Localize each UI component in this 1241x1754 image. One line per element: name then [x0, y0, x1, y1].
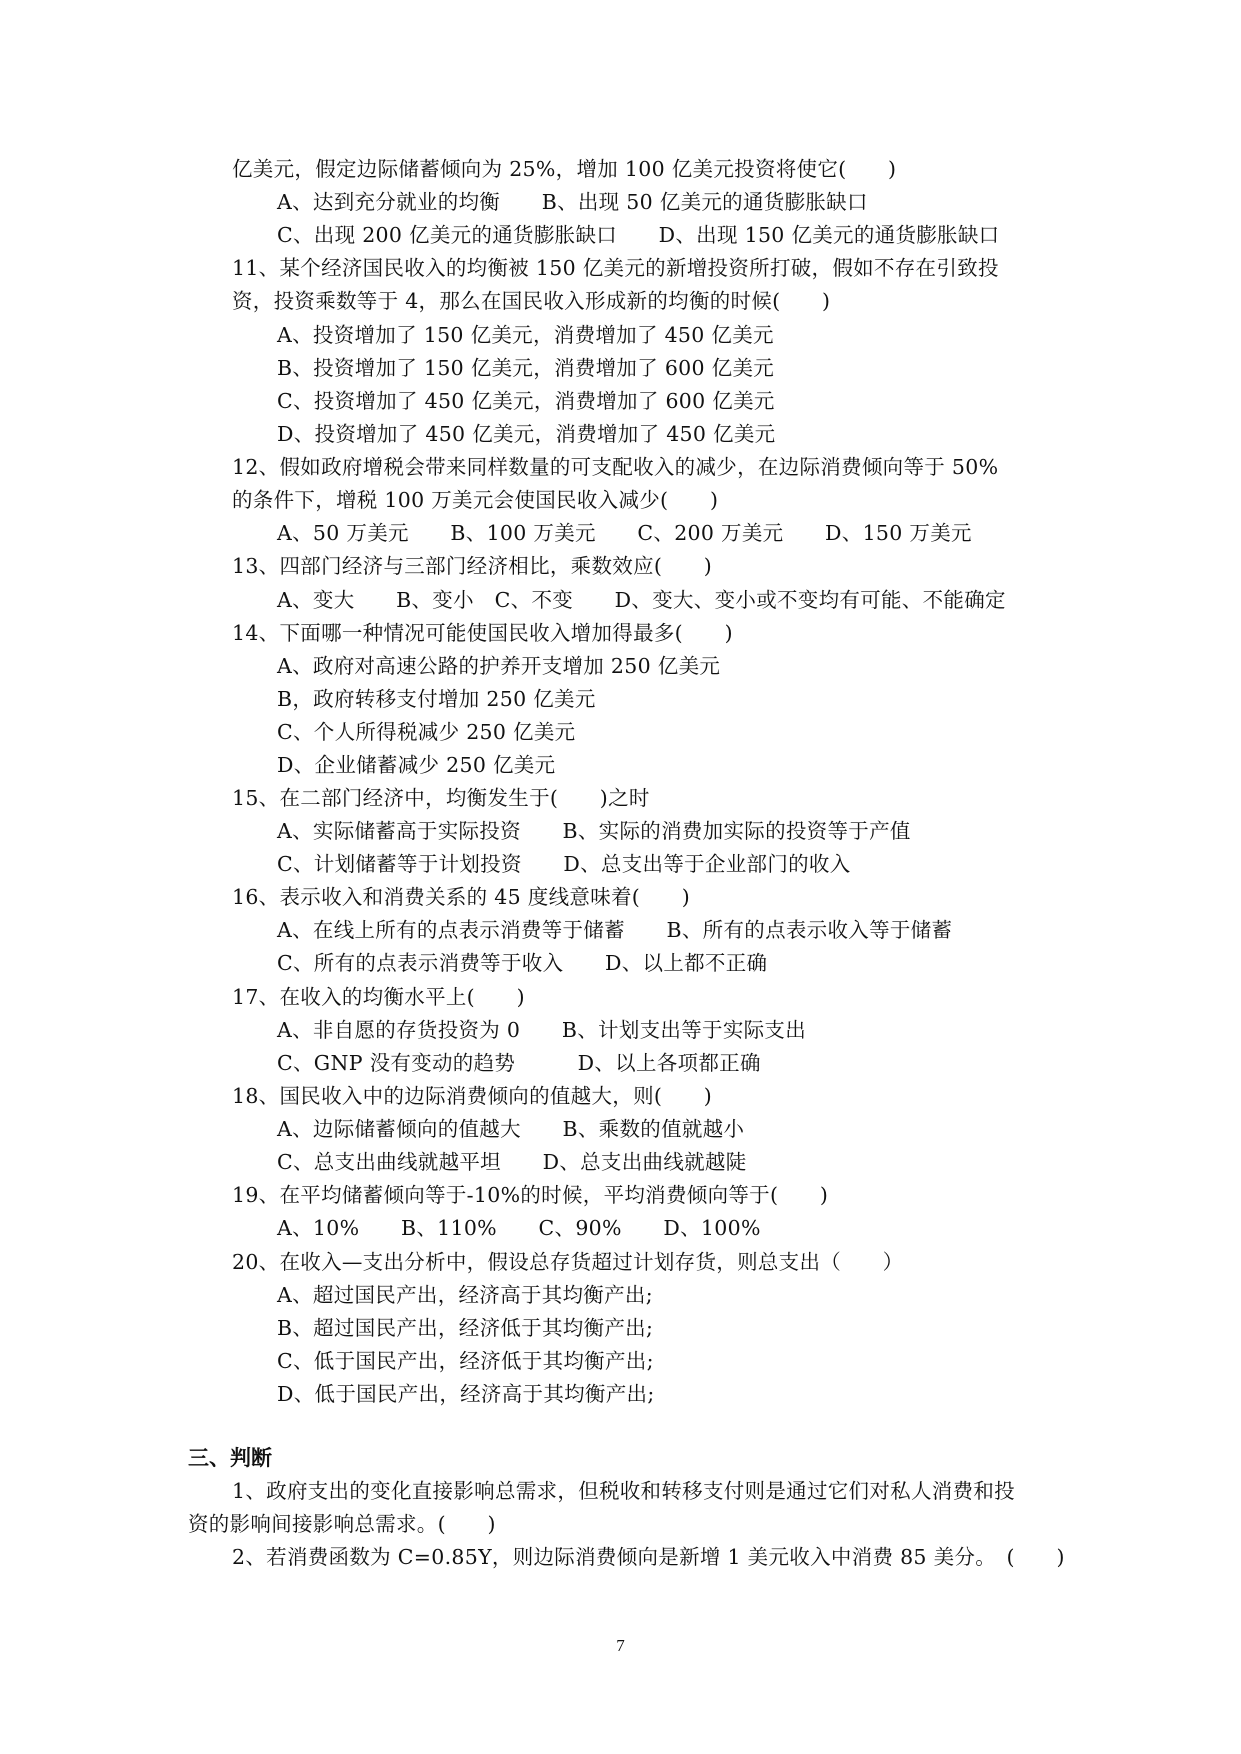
text-line: A、超过国民产出，经济高于其均衡产出;	[277, 1283, 653, 1307]
text-line: A、非自愿的存货投资为 0 B、计划支出等于实际支出	[277, 1018, 807, 1042]
judgement-line: 2、若消费函数为 C=0.85Y，则边际消费倾向是新增 1 美元收入中消费 85 美分。 ( )	[232, 1545, 1065, 1569]
section-title: 三、判断	[188, 1446, 272, 1470]
text-line: 19、在平均储蓄倾向等于-10%的时候，平均消费倾向等于( )	[232, 1183, 829, 1207]
text-line: 11、某个经济国民收入的均衡被 150 亿美元的新增投资所打破，假如不存在引致投	[232, 256, 999, 280]
text-line: C、总支出曲线就越平坦 D、总支出曲线就越陡	[277, 1150, 747, 1174]
text-line: C、出现 200 亿美元的通货膨胀缺口 D、出现 150 亿美元的通货膨胀缺口	[277, 223, 1000, 247]
text-line: 12、假如政府增税会带来同样数量的可支配收入的减少，在边际消费倾向等于 50%	[232, 455, 999, 479]
text-line: 18、国民收入中的边际消费倾向的值越大，则( )	[232, 1084, 713, 1108]
judgement-line: 资的影响间接影响总需求。( )	[188, 1512, 496, 1536]
text-line: 17、在收入的均衡水平上( )	[232, 985, 525, 1009]
text-line: A、10% B、110% C、90% D、100%	[277, 1216, 761, 1240]
text-line: A、实际储蓄高于实际投资 B、实际的消费加实际的投资等于产值	[277, 819, 911, 843]
text-line: A、变大 B、变小 C、不变 D、变大、变小或不变均有可能、不能确定	[277, 588, 1006, 612]
text-line: C、所有的点表示消费等于收入 D、以上都不正确	[277, 951, 768, 975]
judgement-line: 1、政府支出的变化直接影响总需求，但税收和转移支付则是通过它们对私人消费和投	[232, 1479, 1015, 1503]
text-line: 14、下面哪一种情况可能使国民收入增加得最多( )	[232, 621, 733, 645]
text-line: A、边际储蓄倾向的值越大 B、乘数的值就越小	[277, 1117, 745, 1141]
text-line: C、计划储蓄等于计划投资 D、总支出等于企业部门的收入	[277, 852, 851, 876]
text-line: B、投资增加了 150 亿美元，消费增加了 600 亿美元	[277, 356, 775, 380]
text-line: 的条件下，增税 100 万美元会使国民收入减少( )	[232, 488, 719, 512]
text-line: C、个人所得税减少 250 亿美元	[277, 720, 576, 744]
page-number: 7	[616, 1636, 625, 1655]
text-line: B、超过国民产出，经济低于其均衡产出;	[277, 1316, 654, 1340]
text-line: 13、四部门经济与三部门经济相比，乘数效应( )	[232, 554, 713, 578]
text-line: C、低于国民产出，经济低于其均衡产出;	[277, 1349, 654, 1373]
text-line: 16、表示收入和消费关系的 45 度线意味着( )	[232, 885, 690, 909]
text-line: D、投资增加了 450 亿美元，消费增加了 450 亿美元	[277, 422, 776, 446]
text-line: C、GNP 没有变动的趋势 D、以上各项都正确	[277, 1051, 761, 1075]
text-line: B，政府转移支付增加 250 亿美元	[277, 687, 596, 711]
text-line: 资，投资乘数等于 4，那么在国民收入形成新的均衡的时候( )	[232, 289, 831, 313]
text-line: A、政府对高速公路的护养开支增加 250 亿美元	[277, 654, 721, 678]
text-line: 20、在收入—支出分析中，假设总存货超过计划存货，则总支出（ ）	[232, 1250, 904, 1274]
text-line: D、企业储蓄减少 250 亿美元	[277, 753, 556, 777]
text-line: A、50 万美元 B、100 万美元 C、200 万美元 D、150 万美元	[277, 521, 972, 545]
text-line: 15、在二部门经济中，均衡发生于( )之时	[232, 786, 650, 810]
text-line: A、投资增加了 150 亿美元，消费增加了 450 亿美元	[277, 323, 774, 347]
text-line: C、投资增加了 450 亿美元，消费增加了 600 亿美元	[277, 389, 775, 413]
text-line: A、达到充分就业的均衡 B、出现 50 亿美元的通货膨胀缺口	[277, 190, 868, 214]
text-line: 亿美元，假定边际储蓄倾向为 25%，增加 100 亿美元投资将使它( )	[232, 157, 897, 181]
text-line: D、低于国民产出，经济高于其均衡产出;	[277, 1382, 655, 1406]
text-line: A、在线上所有的点表示消费等于储蓄 B、所有的点表示收入等于储蓄	[277, 918, 953, 942]
